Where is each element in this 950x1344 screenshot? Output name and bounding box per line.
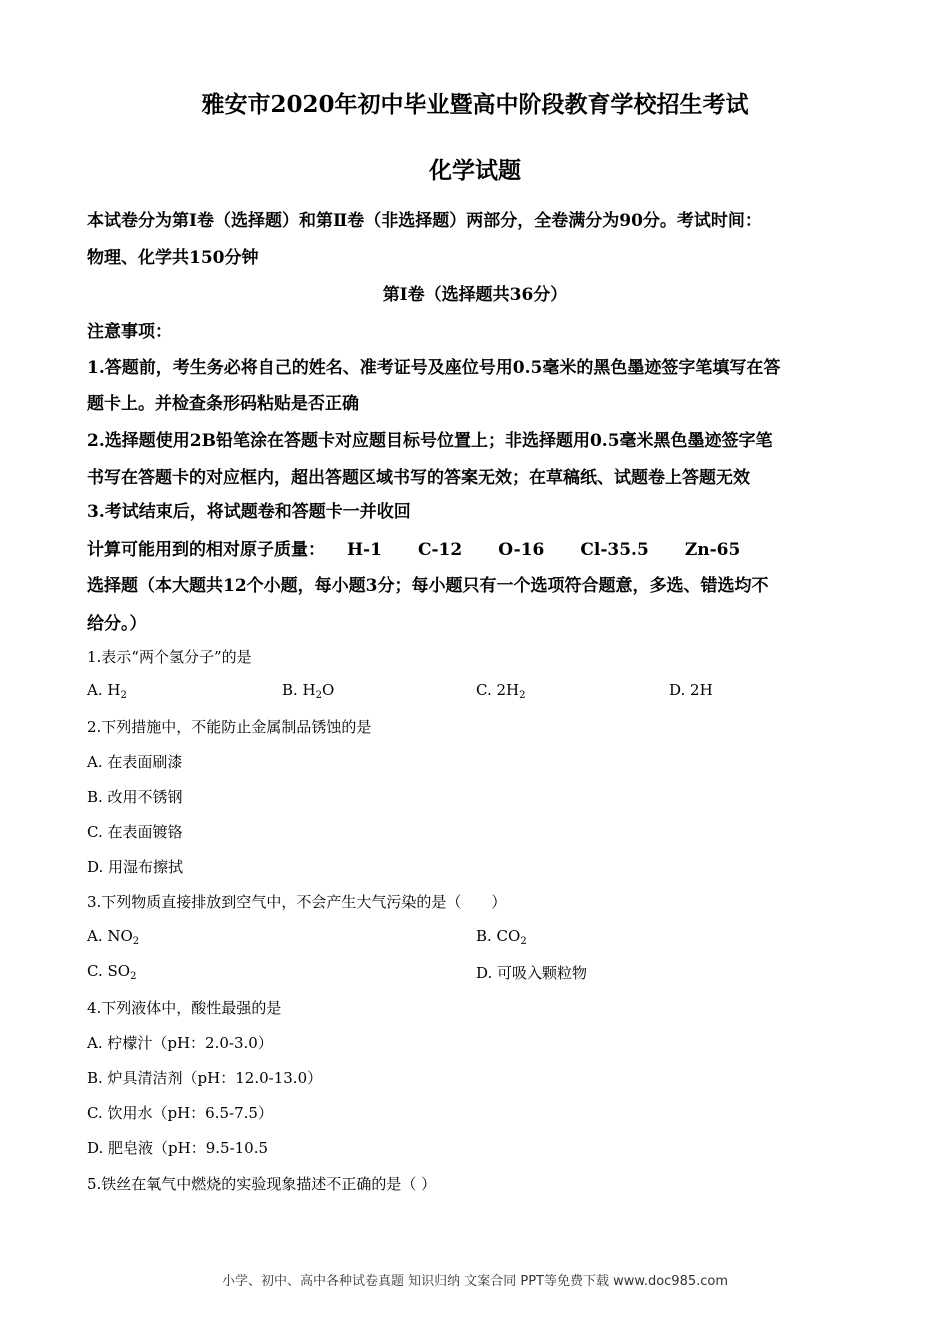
q1-option-d: D. 2H xyxy=(669,681,713,699)
atomic-mass-label: 计算可能用到的相对原子质量： xyxy=(87,540,325,560)
notes-heading: 注意事项： xyxy=(87,322,172,342)
note-2-line-2: 书写在答题卡的对应框内，超出答题区域书写的答案无效；在草稿纸、试题卷上答题无效 xyxy=(87,468,750,488)
q1-option-a: A. $H_2$ xyxy=(87,681,127,701)
q2-stem: 2.下列措施中，不能防止金属制品锈蚀的是 xyxy=(87,718,372,736)
q3-stem: 3.下列物质直接排放到空气中，不会产生大气污染的是（ ） xyxy=(87,893,507,911)
q4-option-c: C. 饮用水（pH：6.5-7.5） xyxy=(87,1104,273,1122)
section-1-title: 第Ⅰ卷（选择题共36分） xyxy=(382,285,568,305)
q2-option-b: B. 改用不锈钢 xyxy=(87,788,183,806)
intro-line-1: 本试卷分为第Ⅰ卷（选择题）和第Ⅱ卷（非选择题）两部分，全卷满分为90分。考试时间： xyxy=(87,211,762,231)
atomic-mass-line xyxy=(87,535,776,560)
q2-option-c: C. 在表面镀铬 xyxy=(87,823,183,841)
choice-section-line-1: 选择题（本大题共12个小题，每小题3分；每小题只有一个选项符合题意，多选、错选均不 xyxy=(87,576,769,596)
q3-option-a: A. $NO_2$ xyxy=(87,927,140,947)
atomic-mass-zn: Zn-65 xyxy=(684,540,741,560)
exam-subtitle: 化学试题 xyxy=(429,157,521,184)
choice-section-line-2: 给分。） xyxy=(87,614,147,634)
page-footer: 小学、初中、高中各种试卷真题 知识归纳 文案合同 PPT等免费下载 www.doc985.com xyxy=(221,1274,729,1289)
note-3: 3.考试结束后，将试题卷和答题卡一并收回 xyxy=(87,502,411,522)
q1-option-c: C. $2H_2$ xyxy=(476,681,526,701)
atomic-mass-o: O-16 xyxy=(498,540,545,560)
q4-option-a: A. 柠檬汁（pH：2.0-3.0） xyxy=(87,1034,273,1052)
atomic-mass-h: H-1 xyxy=(347,540,382,560)
atomic-mass-cl: Cl-35.5 xyxy=(580,540,649,560)
note-1-line-2: 题卡上。并检查条形码粘贴是否正确 xyxy=(87,394,359,414)
q2-option-a: A. 在表面刷漆 xyxy=(87,753,183,771)
q5-stem: 5.铁丝在氧气中燃烧的实验现象描述不正确的是（ ） xyxy=(87,1175,437,1193)
q3-option-d: D. 可吸入颗粒物 xyxy=(476,964,588,982)
q4-option-d: D. 肥皂液（pH：9.5-10.5 xyxy=(87,1139,269,1157)
q4-option-b: B. 炉具清洁剂（pH：12.0-13.0） xyxy=(87,1069,323,1087)
q3-option-b: B. $CO_2$ xyxy=(476,927,527,947)
q1-stem: 1.表示“两个氢分子”的是 xyxy=(87,648,252,666)
q2-option-d: D. 用湿布擦拭 xyxy=(87,858,184,876)
q1-option-b: B. $H_2O$ xyxy=(282,681,335,701)
exam-title: 雅安市2020年初中毕业暨高中阶段教育学校招生考试 xyxy=(201,91,749,118)
q4-stem: 4.下列液体中，酸性最强的是 xyxy=(87,999,282,1017)
q3-option-c: C. $SO_2$ xyxy=(87,962,137,982)
atomic-mass-c: C-12 xyxy=(417,540,463,560)
intro-line-2: 物理、化学共150分钟 xyxy=(87,248,259,268)
note-2-line-1: 2.选择题使用2B铅笔涂在答题卡对应题目标号位置上；非选择题用0.5毫米黑色墨迹签字笔 xyxy=(87,431,773,451)
note-1-line-1: 1.答题前，考生务必将自己的姓名、准考证号及座位号用0.5毫米的黑色墨迹签字笔填写在答 xyxy=(87,358,781,378)
